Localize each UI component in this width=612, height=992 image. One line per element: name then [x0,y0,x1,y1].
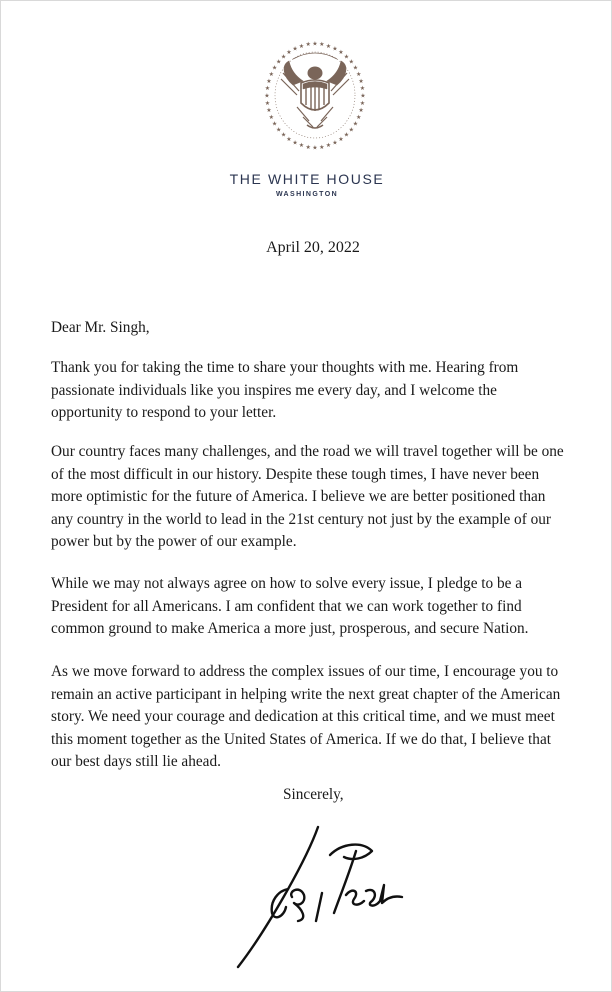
svg-text:★: ★ [264,100,271,107]
svg-text:★: ★ [268,72,274,78]
svg-text:★: ★ [332,46,338,53]
svg-text:★: ★ [266,108,272,115]
letter-date: April 20, 2022 [266,239,360,256]
svg-text:★: ★ [305,144,311,151]
svg-text:★: ★ [292,46,298,53]
paragraph: As we move forward to address the complex issues of our time, I encourage you to remain an active participant in helping write the next great chapter of the American story. We need your courage and dedication at this critical time, and we must meet this moment together as the United States of America. If we do that, I believe that our best days still lie ahead. [51,663,561,770]
paragraph: While we may not always agree on how to solve every issue, I pledge to be a President for all Americans. I am confident that we can work together to find common ground to make America a more just, prosperous, and secure Nation. [51,575,529,637]
paragraph: Thank you for taking the time to share your thoughts with me. Hearing from passionate individuals like you inspires me every day, and I welcome the opportunity to respond to your letter. [51,359,519,421]
svg-text:★: ★ [276,127,282,134]
salutation: Dear Mr. Singh, [51,319,150,336]
presidential-seal-icon [263,37,367,155]
svg-text:★: ★ [298,143,305,150]
closing: Sincerely, [283,786,344,803]
svg-text:★: ★ [359,100,366,107]
svg-text:★: ★ [332,140,338,147]
svg-text:★: ★ [298,43,305,50]
svg-text:★: ★ [343,54,350,61]
svg-text:★: ★ [319,42,325,49]
svg-text:★: ★ [266,78,272,85]
svg-text:★: ★ [312,145,318,152]
svg-text:★: ★ [352,121,359,128]
svg-text:★: ★ [338,49,344,56]
svg-text:★: ★ [292,140,298,147]
svg-text:★: ★ [338,137,344,144]
organization-name: THE WHITE HOUSE [229,171,385,187]
svg-text:★: ★ [268,115,274,121]
svg-text:★: ★ [360,93,366,100]
svg-text:★: ★ [356,115,362,121]
svg-text:★: ★ [271,65,278,72]
svg-text:★: ★ [276,59,282,66]
svg-text:★: ★ [319,144,325,151]
svg-text:★: ★ [312,41,318,48]
svg-text:★: ★ [271,121,278,128]
svg-text:★: ★ [358,78,364,85]
svg-text:★: ★ [359,86,366,93]
handwritten-signature-icon [226,821,411,971]
svg-text:★: ★ [356,72,362,78]
svg-text:★: ★ [343,132,350,139]
svg-text:★: ★ [325,43,332,50]
svg-text:★: ★ [280,54,287,61]
svg-text:★: ★ [348,127,354,134]
svg-text:★: ★ [286,137,292,144]
organization-city: WASHINGTON [275,191,339,198]
svg-text:★: ★ [348,59,354,66]
svg-text:★: ★ [325,143,332,150]
svg-text:★: ★ [305,42,311,49]
paragraph: Our country faces many challenges, and the road we will travel together will be one of the most difficult in our history. Despite these tough times, I have never been more optimistic for the future of America. I believe we are better positioned than any country in the world to lead in the 21st century not just by the example of our power but by the power of our example. [51,443,564,550]
svg-text:★: ★ [286,49,292,56]
svg-text:★: ★ [280,132,287,139]
svg-text:★: ★ [352,65,359,72]
svg-text:★: ★ [264,86,271,93]
svg-text:★: ★ [358,108,364,115]
svg-text:★: ★ [264,93,270,100]
